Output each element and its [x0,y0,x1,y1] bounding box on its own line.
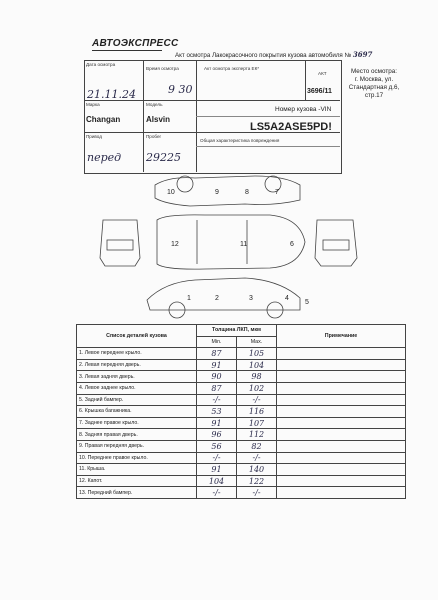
thickness-min: 53 [197,406,237,418]
table-row [77,440,406,452]
thickness-min: -/- [197,452,237,464]
place-label: Место осмотра: [350,68,397,75]
act-label: АКТ [318,71,327,76]
table-row [77,464,406,476]
drive-label: Привод [86,134,102,139]
time-label: Время осмотра [146,66,179,71]
drive-value: перед [87,151,122,164]
table-row [77,394,406,406]
thickness-max: 140 [237,464,277,476]
table-row [77,359,406,371]
notes-cell [277,452,406,464]
form-border [84,60,342,174]
zone-3: 3 [249,295,253,302]
zone-10: 10 [167,189,175,196]
part-name: 12. Капот. [77,475,197,487]
make-value: Changan [86,115,121,124]
part-name: 6. Крышка багажника. [77,406,197,418]
zone-5: 5 [305,299,309,306]
notes-cell [277,394,406,406]
model-value: Alsvin [146,115,171,124]
notes-cell [277,382,406,394]
car-rear-view [315,220,357,266]
vin-value: LS5A2ASE5PD! [250,121,332,133]
place-value: г. Москва, ул. Стандартная д.6, стр.17 [348,76,400,99]
company-logo [92,38,179,49]
thickness-min: 91 [197,359,237,371]
zone-2: 2 [215,295,219,302]
thickness-header: Толщина ЛКП, мкм [197,325,277,337]
zone-11: 11 [240,241,248,248]
part-name: 7. Заднее правое крыло. [77,417,197,429]
thickness-min: 96 [197,429,237,441]
notes-cell [277,348,406,360]
date-label: Дата осмотра [86,62,116,67]
table-row [77,348,406,360]
date-value: 21.11.24 [87,88,136,101]
min-header: Min. [197,336,237,348]
notes-cell [277,359,406,371]
notes-cell [277,371,406,383]
thickness-min: -/- [197,394,237,406]
model-label: Модель [146,102,163,107]
act-number-handwritten: 3697 [352,50,373,59]
car-front-view [100,220,140,266]
notes-cell [277,475,406,487]
paint-thickness-table [76,324,406,499]
car-left-side-view [147,278,300,310]
thickness-max: 98 [237,371,277,383]
table-row [77,406,406,418]
table-row [77,371,406,383]
thickness-min: -/- [197,487,237,499]
thickness-min: 91 [197,417,237,429]
thickness-min: 90 [197,371,237,383]
mileage-value: 29225 [146,151,181,164]
table-row [77,452,406,464]
part-name: 5. Задний бампер. [77,394,197,406]
notes-header: Примечание [277,325,406,348]
mileage-label: Пробег [146,134,162,139]
zone-7: 7 [275,189,279,196]
zone-1: 1 [187,295,191,302]
thickness-max: 105 [237,348,277,360]
part-name: 8. Задняя правая дверь. [77,429,197,441]
zone-6: 6 [290,241,294,248]
thickness-min: 91 [197,464,237,476]
thickness-max: 112 [237,429,277,441]
part-name: 3. Левая задняя дверь. [77,371,197,383]
part-name: 13. Передний бампер. [77,487,197,499]
vin-label: Номер кузова -VIN [275,106,332,113]
part-name: 9. Правая передняя дверь. [77,440,197,452]
table-row [77,382,406,394]
thickness-max: -/- [237,394,277,406]
damage-label: Общая характеристика повреждения [200,138,280,143]
make-label: Марка [86,102,100,107]
part-name: 10. Переднее правое крыло. [77,452,197,464]
time-value: 9 30 [168,83,193,96]
document-title [175,50,372,59]
notes-cell [277,487,406,499]
place-block [342,68,406,100]
title-text: Акт осмотра Лакокрасочного покрытия кузова автомобиля № [175,52,352,59]
zone-4: 4 [285,295,289,302]
table-row [77,487,406,499]
expert-label: Акт осмотра эксперта ЕК* [204,66,260,71]
part-name: 4. Левое заднее крыло. [77,382,197,394]
part-name: 2. Левая передняя дверь. [77,359,197,371]
thickness-min: 87 [197,382,237,394]
car-body-diagram [95,170,365,320]
thickness-min: 104 [197,475,237,487]
max-header: Max. [237,336,277,348]
parts-header: Список деталей кузова [77,325,197,348]
part-name: 1. Левое переднее крыло. [77,348,197,360]
table-row [77,417,406,429]
zone-8: 8 [245,189,249,196]
thickness-max: 104 [237,359,277,371]
thickness-max: 107 [237,417,277,429]
thickness-min: 56 [197,440,237,452]
zone-12: 12 [171,241,179,248]
notes-cell [277,417,406,429]
notes-cell [277,429,406,441]
notes-cell [277,406,406,418]
table-row [77,475,406,487]
thickness-max: 102 [237,382,277,394]
table-row [77,429,406,441]
logo-text: АВТОЭКСПРЕСС [92,38,179,49]
zone-9: 9 [215,189,219,196]
thickness-max: 82 [237,440,277,452]
act-number-value: 3696/11 [307,88,332,95]
car-top-view [157,215,305,269]
part-name: 11. Крыша. [77,464,197,476]
thickness-max: -/- [237,487,277,499]
thickness-max: 122 [237,475,277,487]
thickness-max: 116 [237,406,277,418]
thickness-max: -/- [237,452,277,464]
notes-cell [277,440,406,452]
thickness-min: 87 [197,348,237,360]
notes-cell [277,464,406,476]
